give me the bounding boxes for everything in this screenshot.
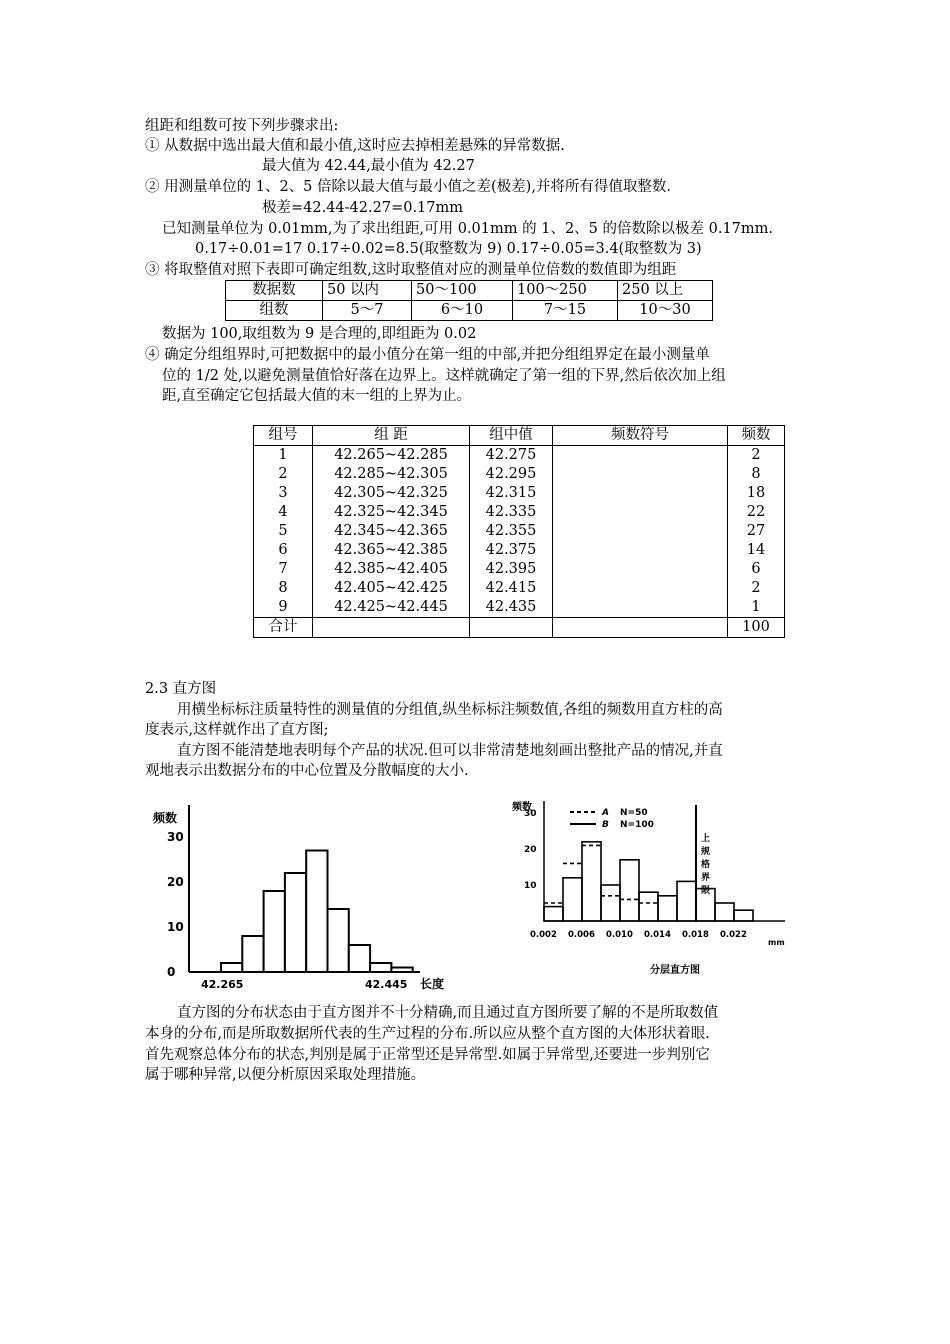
table-row xyxy=(254,560,785,579)
histogram-chart xyxy=(145,800,455,995)
table-cell: 42.315 xyxy=(470,484,553,503)
table-cell xyxy=(313,618,470,638)
table-cell: 42.375 xyxy=(470,541,553,560)
histogram-bar xyxy=(328,909,349,972)
y-tick-label: 30 xyxy=(167,830,184,844)
table-cell: 2 xyxy=(254,465,313,484)
legend-b-n: N=100 xyxy=(620,820,654,830)
bar-series-b xyxy=(658,896,677,921)
bar-series-b xyxy=(620,860,639,921)
table-cell: 10～30 xyxy=(618,301,713,321)
bar-series-b xyxy=(582,842,601,921)
table-cell: 22 xyxy=(728,503,785,522)
x-tick-label: 0.022 xyxy=(720,930,747,940)
table-cell: 42.285~42.305 xyxy=(313,465,470,484)
bar-series-b xyxy=(544,907,563,921)
step-4-line-3: 距,直至确定它包括最大值的末一组的上界为止。 xyxy=(162,388,472,404)
closing-line-1: 直方图的分布状态由于直方图并不十分精确,而且通过直方图所要了解的不是所取数值 xyxy=(177,1005,719,1021)
table-cell: 50～100 xyxy=(412,281,513,301)
section-paragraph-1a: 用横坐标标注质量特性的测量值的分组值,纵坐标标注频数值,各组的频数用直方柱的高 xyxy=(177,702,723,718)
table-cell: 42.385~42.405 xyxy=(313,560,470,579)
x-tick-label: 0.006 xyxy=(568,930,595,940)
table-cell: 42.275 xyxy=(470,446,553,466)
table-header-row xyxy=(254,426,785,446)
y-tick-label: 10 xyxy=(167,920,184,934)
bar-series-b xyxy=(563,878,582,921)
table-cell: 组数 xyxy=(226,301,323,321)
step-2-line: ② 用测量单位的 1、2、5 倍除以最大值与最小值之差(极差),并将所有得值取整数. xyxy=(145,179,672,195)
histogram-bar xyxy=(264,891,285,972)
legend-b-key: B xyxy=(602,820,609,830)
range-line: 极差=42.44-42.27=0.17mm xyxy=(262,200,464,216)
table-cell: 42.325~42.345 xyxy=(313,503,470,522)
upper-spec-limit-label: 上规格界限 xyxy=(701,834,711,896)
section-paragraph-2a: 直方图不能清楚地表明每个产品的状况.但可以非常清楚地刻画出整批产品的情况,并直 xyxy=(177,743,723,759)
y-axis-label: 频数 xyxy=(512,802,532,813)
table-cell: 6 xyxy=(728,560,785,579)
histogram-bar xyxy=(391,968,412,973)
group-count-table xyxy=(225,280,713,321)
header-frequency: 频数 xyxy=(728,426,785,446)
table-row xyxy=(254,503,785,522)
table-cell: 250 以上 xyxy=(618,281,713,301)
y-tick-label: 30 xyxy=(524,809,537,819)
bar-series-b xyxy=(734,910,753,921)
histogram-bar xyxy=(285,873,306,972)
table-cell xyxy=(553,465,728,484)
grouping-table-body xyxy=(254,446,785,618)
section-title: 2.3 直方图 xyxy=(145,681,217,697)
step-3-line: ③ 将取整值对照下表即可确定组数,这时取整值对应的测量单位倍数的数值即为组距 xyxy=(145,262,677,278)
x-end-label: 42.445 xyxy=(365,978,408,991)
table-cell: 5 xyxy=(254,522,313,541)
table-cell xyxy=(553,484,728,503)
table-row xyxy=(226,301,713,321)
table-row xyxy=(254,446,785,466)
x-axis-unit: mm xyxy=(768,938,785,947)
total-row xyxy=(254,618,785,638)
header-group-no: 组号 xyxy=(254,426,313,446)
table-row xyxy=(254,598,785,618)
header-interval: 组 距 xyxy=(313,426,470,446)
closing-line-2: 本身的分布,而是所取数据所代表的生产过程的分布.所以应从整个直方图的大体形状着眼. xyxy=(145,1026,710,1042)
table-cell: 3 xyxy=(254,484,313,503)
x-tick-label: 0.002 xyxy=(530,930,557,940)
table-cell: 2 xyxy=(728,446,785,466)
stratified-histogram-chart xyxy=(510,795,800,985)
table-cell xyxy=(553,560,728,579)
bar-series-b xyxy=(601,885,620,921)
table-row xyxy=(254,465,785,484)
table-cell: 5～7 xyxy=(323,301,412,321)
legend-a-key: A xyxy=(602,808,609,818)
table-cell: 数据数 xyxy=(226,281,323,301)
table-cell: 42.415 xyxy=(470,579,553,598)
y-tick-label: 10 xyxy=(524,881,537,891)
grouping-table xyxy=(253,425,785,638)
histogram-bar xyxy=(370,963,391,972)
table-cell: 42.405~42.425 xyxy=(313,579,470,598)
table-row xyxy=(254,579,785,598)
table-cell: 42.265~42.285 xyxy=(313,446,470,466)
table-row xyxy=(226,281,713,301)
table-row xyxy=(254,522,785,541)
table-cell xyxy=(553,503,728,522)
table-cell: 42.425~42.445 xyxy=(313,598,470,618)
table-cell: 42.335 xyxy=(470,503,553,522)
section-paragraph-1b: 度表示,这样就作出了直方图; xyxy=(145,722,329,738)
y-tick-label: 0 xyxy=(167,965,176,979)
table-cell: 4 xyxy=(254,503,313,522)
table-cell: 1 xyxy=(254,446,313,466)
histogram-bar xyxy=(349,945,370,972)
table-cell xyxy=(470,618,553,638)
table-cell: 50 以内 xyxy=(323,281,412,301)
header-midpoint: 组中值 xyxy=(470,426,553,446)
bar-series-b xyxy=(715,903,734,921)
y-tick-label: 20 xyxy=(167,875,184,889)
section-paragraph-2b: 观地表示出数据分布的中心位置及分散幅度的大小. xyxy=(145,763,469,779)
table-cell: 42.435 xyxy=(470,598,553,618)
chart-title: 分层直方图 xyxy=(650,965,700,976)
intro-line-1: 组距和组数可按下列步骤求出: xyxy=(145,118,339,134)
closing-line-4: 属于哪种异常,以便分析原因采取处理措施。 xyxy=(145,1067,426,1083)
legend-a-n: N=50 xyxy=(620,808,648,818)
histogram-bar xyxy=(221,963,242,972)
step-4-line-2: 位的 1/2 处,以避免测量值恰好落在边界上。这样就确定了第一组的下界,然后依次加上组 xyxy=(162,368,726,384)
table-cell: 6 xyxy=(254,541,313,560)
table-cell: 2 xyxy=(728,579,785,598)
table-cell: 100～250 xyxy=(513,281,618,301)
x-tick-label: 0.010 xyxy=(606,930,633,940)
table-cell: 6～10 xyxy=(412,301,513,321)
header-tally: 频数符号 xyxy=(553,426,728,446)
table-cell xyxy=(553,618,728,638)
table-cell: 42.355 xyxy=(470,522,553,541)
bar-series-b xyxy=(677,881,696,921)
histogram-bar xyxy=(306,851,327,973)
table-row xyxy=(254,484,785,503)
table-cell: 42.395 xyxy=(470,560,553,579)
table-cell xyxy=(553,598,728,618)
table-cell: 7 xyxy=(254,560,313,579)
x-start-label: 42.265 xyxy=(201,978,244,991)
table-cell: 7～15 xyxy=(513,301,618,321)
table-cell: 14 xyxy=(728,541,785,560)
table-cell: 42.305~42.325 xyxy=(313,484,470,503)
table-cell xyxy=(553,446,728,466)
division-line: 0.17÷0.01=17 0.17÷0.02=8.5(取整数为 9) 0.17÷0.05=3.4(取整数为 3) xyxy=(195,241,702,257)
table-cell: 18 xyxy=(728,484,785,503)
histogram-bar xyxy=(242,936,263,972)
table-cell: 42.295 xyxy=(470,465,553,484)
max-min-line: 最大值为 42.44,最小值为 42.27 xyxy=(262,158,475,174)
table-cell: 8 xyxy=(728,465,785,484)
y-axis-label: 频数 xyxy=(153,811,178,825)
total-label: 合计 xyxy=(254,618,313,638)
closing-line-3: 首先观察总体分布的状态,判别是属于正常型还是异常型.如属于异常型,还要进一步判别它 xyxy=(145,1047,710,1063)
y-tick-label: 20 xyxy=(524,845,537,855)
table-cell: 27 xyxy=(728,522,785,541)
table-cell: 42.345~42.365 xyxy=(313,522,470,541)
table-cell: 9 xyxy=(254,598,313,618)
table-cell xyxy=(553,541,728,560)
table-cell: 42.365~42.385 xyxy=(313,541,470,560)
table-cell: 1 xyxy=(728,598,785,618)
table-row xyxy=(254,541,785,560)
table-cell xyxy=(553,579,728,598)
table-cell xyxy=(553,522,728,541)
step-1-line: ① 从数据中选出最大值和最小值,这时应去掉相差悬殊的异常数据. xyxy=(145,138,565,154)
step-4-line-1: ④ 确定分组组界时,可把数据中的最小值分在第一组的中部,并把分组组界定在最小测量单 xyxy=(145,347,710,363)
step-3-note: 数据为 100,取组数为 9 是合理的,即组距为 0.02 xyxy=(162,326,477,342)
total-value: 100 xyxy=(728,618,785,638)
x-tick-label: 0.014 xyxy=(644,930,671,940)
unit-line: 已知测量单位为 0.01mm,为了求出组距,可用 0.01mm 的 1、2、5 的倍数除以极差 0.17mm. xyxy=(162,221,774,237)
table-cell: 8 xyxy=(254,579,313,598)
x-tick-label: 0.018 xyxy=(682,930,709,940)
x-axis-label: 长度 xyxy=(420,977,445,991)
bar-series-b xyxy=(639,892,658,921)
